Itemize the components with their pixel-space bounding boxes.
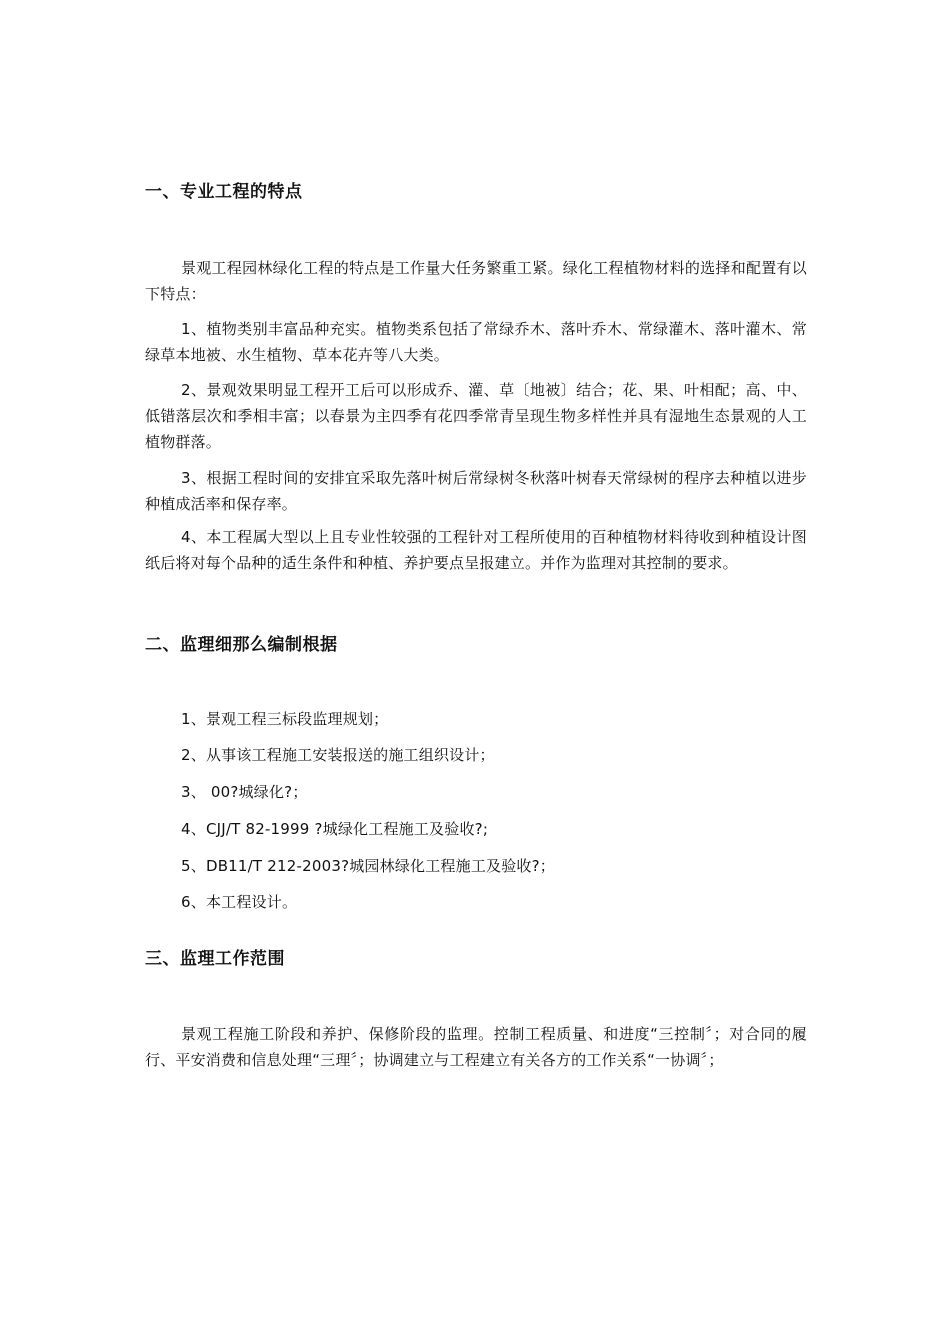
paragraph-intro: 景观工程园林绿化工程的特点是工作量大任务繁重工紧。绿化工程植物材料的选择和配置有以下特点：	[145, 259, 807, 303]
list-item: 3、 00?城绿化?；	[181, 783, 308, 801]
list-item: 2、从事该工程施工安装报送的施工组织设计；	[181, 746, 495, 764]
section-heading-basis: 二、监理细那么编制根据	[145, 635, 338, 655]
paragraph-point-2: 2、景观效果明显工程开工后可以形成乔、灌、草〔地被〕结合；花、果、叶相配；高、中、低错落层次和季相丰富；以春景为主四季有花四季常青呈现生物多样性并具有湿地生态景观的人工植物群落。	[145, 381, 807, 451]
paragraph-point-1: 1、植物类别丰富品种充实。植物类系包括了常绿乔木、落叶乔木、常绿灌木、落叶灌木、常绿草本地被、水生植物、草本花卉等八大类。	[145, 320, 807, 364]
list-item: 4、CJJ/T 82-1999 ?城绿化工程施工及验收?;	[181, 820, 489, 838]
section-heading-features: 一、专业工程的特点	[145, 182, 303, 202]
list-item: 6、本工程设计。	[181, 893, 298, 911]
section-heading-scope: 三、监理工作范围	[145, 949, 285, 969]
list-item: 5、DB11/T 212-2003?城园林绿化工程施工及验收?；	[181, 857, 555, 875]
paragraph-scope: 景观工程施工阶段和养护、保修阶段的监理。控制工程质量、和进度“三控制〞；对合同的履行、平安消费和信息处理“三理〞；协调建立与工程建立有关各方的工作关系“一协调〞；	[145, 1025, 807, 1069]
paragraph-point-3: 3、根据工程时间的安排宜采取先落叶树后常绿树冬秋落叶树春天常绿树的程序去种植以进步种植成活率和保存率。	[145, 469, 807, 513]
paragraph-point-4: 4、本工程属大型以上且专业性较强的工程针对工程所使用的百种植物材料待收到种植设计图纸后将对每个品种的适生条件和种植、养护要点呈报建立。并作为监理对其控制的要求。	[145, 528, 807, 572]
list-item: 1、景观工程三标段监理规划；	[181, 710, 389, 728]
